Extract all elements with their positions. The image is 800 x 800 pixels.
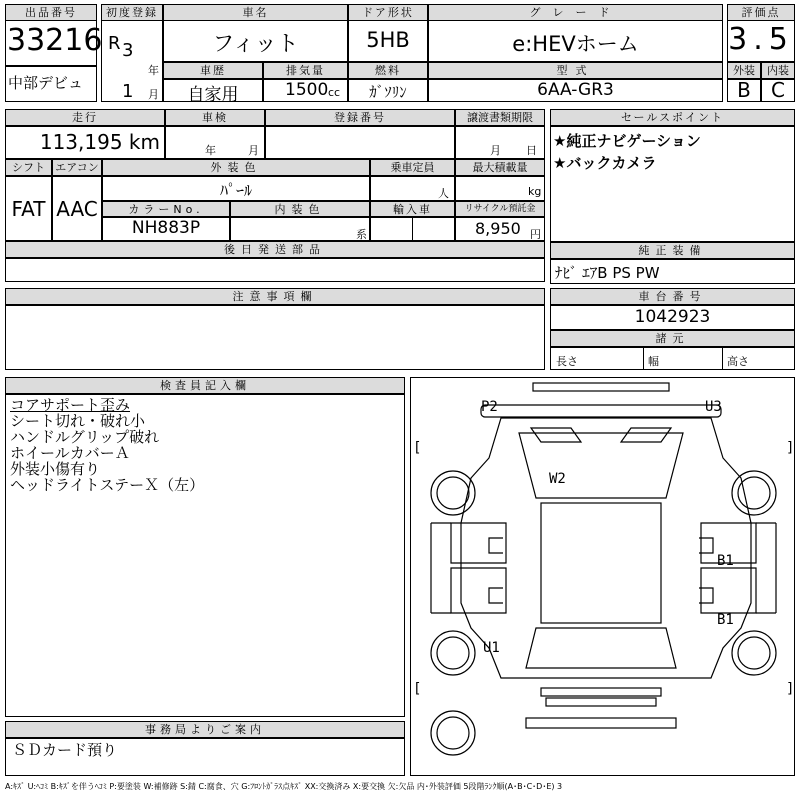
displacement-label: 排気量 — [263, 62, 348, 79]
inspector-line-2: シート切れ・破れ小 — [10, 412, 146, 430]
inspector-line-1: コアサポート歪み — [10, 396, 131, 414]
month-unit: 月 — [148, 88, 159, 101]
shift-value: FAT — [11, 197, 46, 221]
mark-b1-lower: B1 — [717, 612, 734, 628]
mark-b1-upper: B1 — [717, 553, 734, 569]
car-name: フィット — [212, 32, 299, 57]
legend-text: A:ｷｽﾞ U:ﾍｺﾐ B:ｷｽﾞを伴うﾍｺﾐ P:要塗装 W:補修跡 S:錆 C:腐食、穴 G:ﾌﾛﾝﾄｶﾞﾗｽ点ｷｽﾞ XX:交換済み X:要交換 欠:欠品 内･外装評価 5段階ﾗﾝｸ順(A･B･C･D･E) 3 — [5, 782, 563, 791]
inspector-lines — [10, 397, 400, 493]
genuine-equipment-label: 純正装備 — [550, 242, 795, 259]
transfer-label: 譲渡書類期限 — [455, 109, 545, 126]
sales-points-label: セールスポイント — [550, 109, 795, 126]
inspection-year-unit: 年 — [205, 144, 216, 157]
color-no-value: NH883P — [131, 218, 201, 238]
ac-value: AAC — [56, 197, 98, 221]
transfer-month-unit: 月 — [490, 144, 501, 157]
sales-point-1: ★純正ナビゲーション — [553, 132, 701, 150]
height-label: 高さ — [727, 355, 749, 368]
inspector-line-3: ハンドルグリップ破れ — [10, 428, 160, 446]
reg-month: 1 — [122, 81, 134, 102]
displacement-unit: cc — [328, 86, 341, 99]
year-unit: 年 — [148, 64, 159, 77]
color-no-label: カラーNo. — [102, 201, 230, 217]
ext-color-label: 外装色 — [102, 159, 370, 176]
later-parts-box — [5, 258, 545, 282]
capacity-unit: 人 — [438, 187, 449, 200]
reg-number-label: 登録番号 — [265, 109, 455, 126]
recycle-value: 8,950 — [475, 219, 521, 238]
interior-value: C — [771, 78, 785, 102]
max-load-unit: kg — [528, 185, 542, 198]
mark-w2: W2 — [549, 471, 566, 487]
inspector-line-4: ホイールカバーＡ — [10, 444, 130, 462]
specs-divider-1 — [643, 347, 644, 370]
score-value: 3.5 — [728, 22, 794, 57]
capacity-label: 乗車定員 — [370, 159, 455, 176]
int-color-unit: 系 — [356, 228, 367, 241]
reg-number-box — [265, 126, 455, 159]
debut-text: 中部デビュ — [8, 74, 84, 92]
width-label: 幅 — [648, 355, 659, 368]
inspector-label: 検査員記入欄 — [5, 377, 405, 394]
max-load-label: 最大積載量 — [455, 159, 545, 176]
inspection-month-unit: 月 — [248, 144, 259, 157]
mileage-value: 113,195 km — [39, 130, 160, 154]
first-registration-label: 初度登録 — [101, 4, 163, 21]
era-year: 3 — [122, 40, 134, 61]
fuel-value: ｶﾞｿﾘﾝ — [369, 83, 407, 101]
notes-label: 注意事項欄 — [5, 288, 545, 305]
exterior-value: B — [737, 78, 751, 102]
length-label: 長さ — [556, 355, 578, 368]
bracket-right-top: ] — [786, 440, 795, 456]
office-label: 事務局よりご案内 — [5, 721, 405, 738]
door-label: ドア形状 — [348, 4, 428, 21]
history-label: 車歴 — [163, 62, 263, 79]
import-label: 輸入車 — [370, 201, 455, 217]
era-letter: R — [108, 33, 121, 54]
inspector-line-6: ヘッドライトステーＸ（左） — [10, 476, 205, 494]
exterior-label: 外装 — [727, 62, 761, 79]
inspection-label: 車検 — [165, 109, 265, 126]
int-color-box — [230, 217, 370, 241]
ac-label: エアコン — [52, 159, 102, 176]
recycle-unit: 円 — [530, 228, 541, 241]
model-value: 6AA-GR3 — [537, 80, 614, 100]
door-value: 5HB — [366, 28, 410, 52]
history-value: 自家用 — [187, 85, 239, 105]
notes-box — [5, 305, 545, 370]
sales-point-2: ★バックカメラ — [553, 154, 657, 172]
car-outline — [411, 378, 796, 777]
specs-box — [550, 347, 795, 370]
mark-p2: P2 — [481, 399, 498, 415]
bracket-left-top: [ — [413, 440, 422, 456]
import-divider — [412, 217, 413, 241]
specs-label: 諸元 — [550, 330, 795, 347]
lot-number: 33216 — [7, 23, 103, 58]
recycle-label: リサイクル預託金 — [455, 201, 545, 217]
car-name-label: 車名 — [163, 4, 348, 21]
specs-divider-2 — [722, 347, 723, 370]
bracket-right-bottom: ] — [786, 681, 795, 697]
mark-u3: U3 — [705, 399, 722, 415]
interior-label: 内装 — [761, 62, 795, 79]
chassis-number: 1042923 — [634, 307, 711, 327]
grade-value: e:HEVホーム — [512, 32, 639, 56]
genuine-equipment-value: ﾅﾋﾞ ｴｱB PS PW — [555, 264, 660, 282]
grade-label: グレード — [428, 4, 723, 21]
fuel-label: 燃料 — [348, 62, 428, 79]
displacement-value: 1500 — [285, 80, 329, 100]
later-parts-label: 後日発送部品 — [5, 241, 545, 258]
damage-diagram — [410, 377, 795, 776]
lot-number-label: 出品番号 — [5, 4, 97, 21]
inspector-line-5: 外装小傷有り — [10, 460, 101, 478]
ext-color-value: ﾊﾟｰﾙ — [219, 181, 252, 200]
shift-label: シフト — [5, 159, 52, 176]
mileage-label: 走行 — [5, 109, 165, 126]
office-text: ＳＤカード預り — [12, 741, 118, 759]
transfer-day-unit: 日 — [526, 144, 537, 157]
mark-u1: U1 — [483, 640, 500, 656]
int-color-label: 内装色 — [230, 201, 370, 217]
model-label: 型式 — [428, 62, 723, 79]
bracket-left-bottom: [ — [413, 681, 422, 697]
chassis-label: 車台番号 — [550, 288, 795, 305]
score-label: 評価点 — [727, 4, 795, 21]
